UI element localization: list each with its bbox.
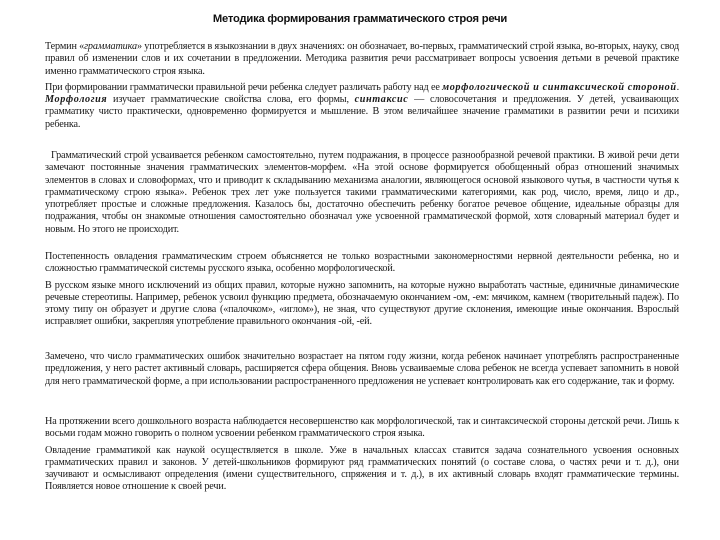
term-morphology: Морфология [45, 94, 108, 106]
paragraph-errors: Замечено, что число грамматических ошибок значительно возрастает на пятом году жизни, когда ребенок начинает употреблять распространенные предложения, у него растет активный словарь, расширяется сфера общения. Вновь усваиваемые слова ребенок не всегда успевает запомнить в новой для него грамматической форме, а при использовании распространенного предложения не успевает контролировать как его содержание, так и форму. [45, 351, 679, 387]
section-errors [45, 351, 679, 388]
paragraph-grammar-term: Термин «грамматика» употребляется в языкознании в двух значениях: он обозначает, во-первых, грамматический строй языка, во-вторых, науку, свод правил об изменении слов и их сочетании в предложении. Методика развития речи рассматривает вопросы усвоения детьми в речевой практике именно грамматического строя языка. [45, 41, 679, 77]
page-title: Методика формирования грамматического строя речи [212, 13, 508, 25]
section-gradual-mastery [45, 251, 679, 329]
paragraph-preschool: На протяжении всего дошкольного возраста наблюдается несовершенство как морфологической, так и синтаксической стороны детской речи. Лишь к восьми годам можно говорить о полном усвоении ребенком грамматического строя языка. [45, 416, 679, 440]
term-grammatika: грамматика [84, 41, 137, 52]
term-syntax: синтаксис [354, 94, 409, 106]
paragraph-exceptions: В русском языке много исключений из общих правил, которые нужно запомнить, на которые нужно выработать частные, единичные динамические речевые стереотипы. Например, ребенок усвоил функцию предмета, обозначаемую окончанием -ом, -ем: мячиком, камнем (творительный падеж). По этому типу он образует и другие слова («палочком», «иглом»), не зная, что существуют другие склонения, имеющие иные окончания. Взрослый исправляет ошибки, закрепляя употребление правильного окончания -ой, -ей. [45, 279, 679, 328]
paragraph-gradual-mastery: Постепенность овладения грамматическим строем объясняется не только возрастными закономерностями нервной деятельности ребенка, но и сложностью грамматической системы русского языка, особенно морфологической. [45, 251, 679, 275]
section-terminology [45, 41, 679, 131]
paragraph-acquisition: Грамматический строй усваивается ребенком самостоятельно, путем подражания, в процессе разнообразной речевой практики. В живой речи дети замечают постоянные значения грамматических элементов-морфем. «На этой основе формируется обобщенный образ отношений значимых элементов в словах и словоформах, что и приводит к складыванию механизма аналогии, являющегося основой языкового чутья, в частности чутья к грамматическому строю языка». Ребенок трех лет уже пользуется такими грамматическими категориями, как род, число, время, лицо и др., употребляет простые и сложные предложения. Казалось бы, достаточно обеспечить ребенку богатое речевое общение, идеальные образцы для подражания, чтобы он знакомые отношения самостоятельно обозначал уже усвоенной грамматической формой, хотя словарный материал будет и новым. Но этого не происходит. [45, 150, 679, 235]
paragraph-school-grammar: Овладение грамматикой как наукой осуществляется в школе. Уже в начальных классах ставится задача сознательного усвоения основных грамматических правил и законов. У детей-школьников формируют ряд грамматических понятий (о составе слова, о частях речи и т. д.), они заучивают и осмысливают определения (имени существительного, спряжения и т. д.), в их активный словарь входят грамматические термины. Появляется новое отношение к своей речи. [45, 444, 679, 493]
section-school [45, 416, 679, 494]
term-morph-syntax-side: морфологической и синтаксической стороной [442, 81, 677, 93]
paragraph-morphology-syntax: При формировании грамматически правильной речи ребенка следует различать работу над ее морфологической и синтаксической стороной. Морфология изучает грамматические свойства слова, его формы, синтаксис — словосочетания и предложения. У детей, усваивающих грамматику чисто практически, одновременно формируется и мышление. В этом величайшее значение грамматики в развитии речи и психики ребенка. [45, 81, 679, 130]
section-acquisition [45, 150, 679, 236]
